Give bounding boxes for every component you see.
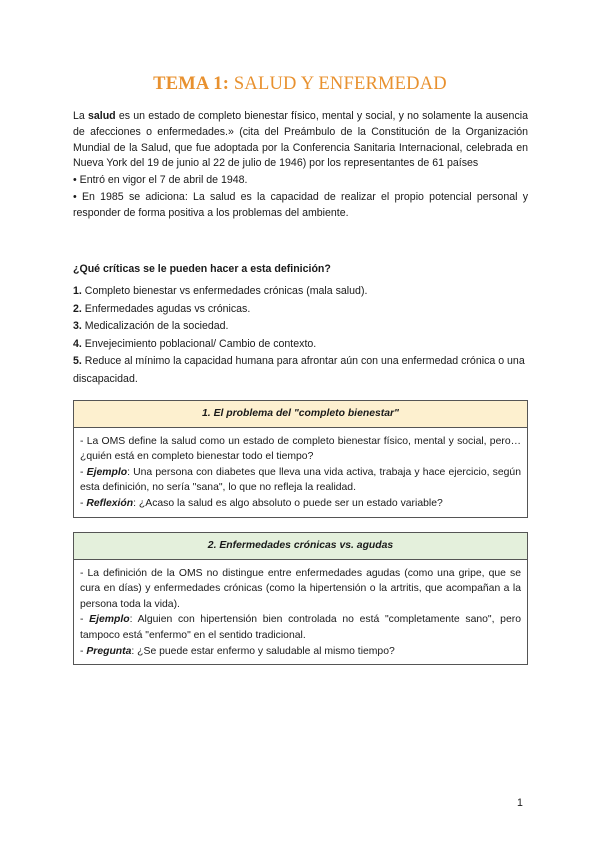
dash: - [80, 466, 87, 478]
box-example [80, 612, 521, 643]
critic-item [73, 283, 528, 301]
box-body [74, 560, 527, 665]
intro-section [73, 109, 528, 222]
box-reflection [80, 496, 521, 512]
critic-text: Envejecimiento poblacional/ Cambio de contexto. [81, 337, 317, 350]
critic-item [73, 301, 528, 319]
box-line: - La definición de la OMS no distingue entre enfermedades agudas (como una gripe, que se cura en días) y enfermedades crónicas (como la hipertensión o la artritis, que acompañan a la persona toda la vida). [80, 567, 521, 610]
critic-item [73, 353, 528, 388]
page-title [0, 74, 600, 95]
salud-term: salud [87, 110, 116, 122]
reflection-text: : ¿Acaso la salud es algo absoluto o puede ser un estado variable? [133, 497, 443, 509]
critic-text: Enfermedades agudas vs crónicas. [81, 302, 251, 315]
intro-pre: La [73, 110, 88, 122]
example-text: : Una persona con diabetes que lleva una vida activa, trabaja y hace ejercicio, según esta definición, no sería "sana", lo que no refleja la realidad. [80, 466, 521, 494]
critic-number: 3. [73, 320, 82, 333]
example-text: : Alguien con hipertensión bien controlada no está "completamente sano", pero tampoco está "enfermo" en el sentido tradicional. [80, 614, 521, 641]
critics-question: ¿Qué críticas se le pueden hacer a esta definición? [73, 263, 331, 275]
critic-item [73, 336, 528, 354]
example-label: Ejemplo [86, 466, 128, 478]
dash: - [80, 614, 90, 626]
intro-bullet-2: • En 1985 se adiciona: La salud es la capacidad de realizar el propio potencial personal y responder de forma positiva a los problemas del ambiente. [73, 190, 528, 219]
example-label: Ejemplo [89, 614, 130, 626]
dash: - [80, 497, 87, 509]
critic-text: Completo bienestar vs enfermedades crónicas (mala salud). [81, 285, 368, 297]
critics-list [73, 283, 528, 389]
page-number: 1 [517, 797, 523, 809]
box-line: - La OMS define la salud como un estado de completo bienestar físico, mental y social, pero… ¿quién está en completo bienestar todo el tiempo? [80, 435, 521, 463]
reflection-label: Reflexión [86, 497, 134, 509]
cronicas-agudas-box [73, 532, 528, 665]
critic-number: 4. [73, 337, 82, 350]
critic-number: 5. [73, 355, 82, 368]
critic-item [73, 318, 528, 336]
critic-text: Reduce al mínimo la capacidad humana para afrontar aún con una enfermedad crónica o una discapacidad. [73, 355, 525, 385]
intro-paragraph [73, 109, 528, 172]
box-example [80, 465, 521, 496]
box-body [74, 428, 527, 517]
title-prefix: TEMA 1: [153, 74, 230, 94]
critic-text: Medicalización de la sociedad. [81, 320, 229, 333]
intro-bullet-1: • Entró en vigor el 7 de abril de 1948. [73, 174, 248, 187]
box-header: 1. El problema del "completo bienestar" [74, 401, 527, 428]
intro-definition: es un estado de completo bienestar físico, mental y social, y no solamente la ausencia de afecciones o enfermedades.» (cita del Preámbulo de la Constitución de la Organización Mundial de la Salud, que fue adoptada por la Conferencia Sanitaria Internacional, celebrada en Nueva York del 19 de junio al 22 de julio de 1946) por los representantes de 61 países [73, 110, 528, 170]
critic-number: 2. [73, 302, 82, 315]
question-label: Pregunta [86, 645, 132, 657]
completo-bienestar-box [73, 400, 528, 518]
title-text: SALUD Y ENFERMEDAD [229, 74, 447, 94]
critic-number: 1. [73, 285, 82, 297]
box-header: 2. Enfermedades crónicas vs. agudas [74, 533, 527, 560]
dash: - [80, 645, 87, 657]
box-question [80, 644, 521, 660]
question-text: : ¿Se puede estar enfermo y saludable al mismo tiempo? [131, 645, 395, 657]
